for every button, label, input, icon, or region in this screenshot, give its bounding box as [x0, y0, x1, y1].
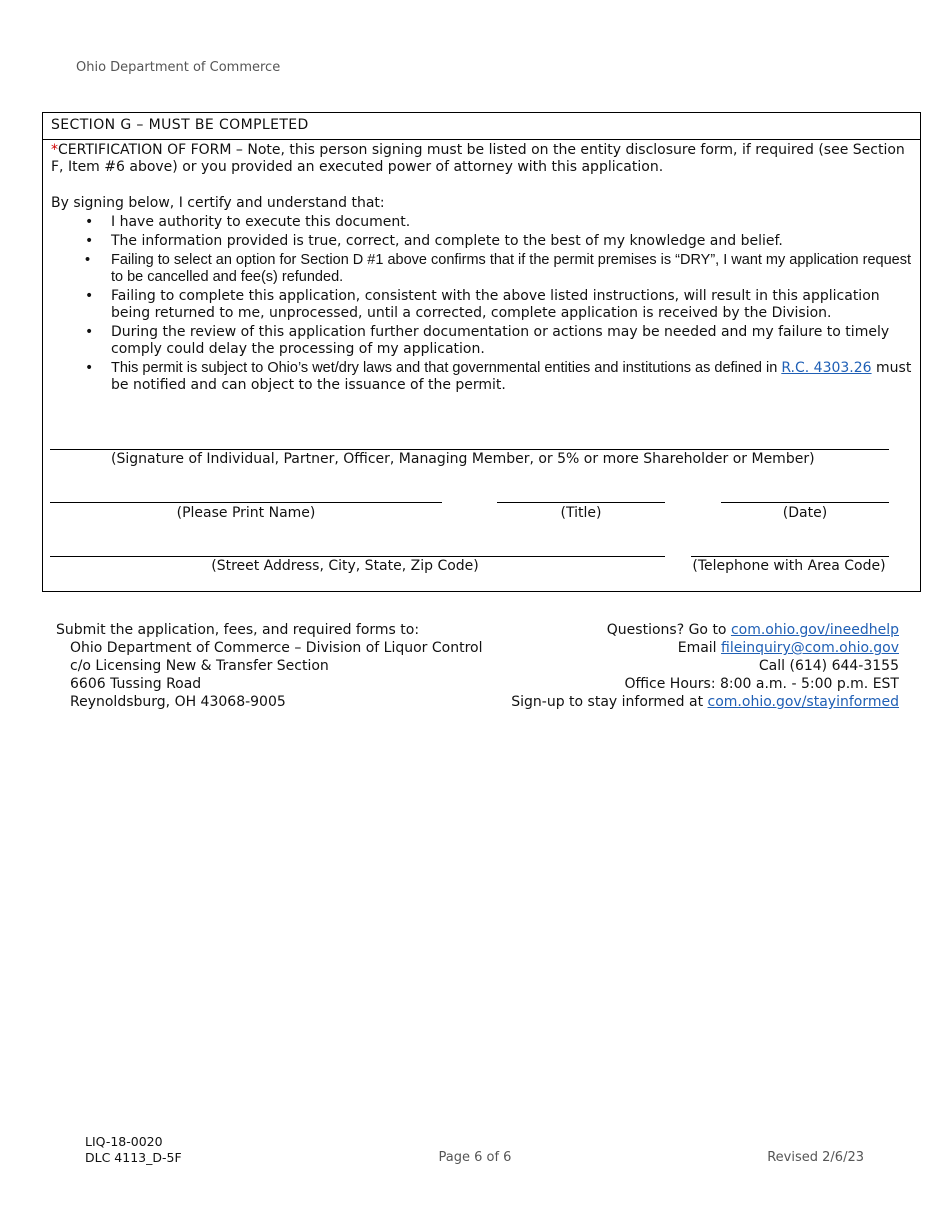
submit-heading: Submit the application, fees, and required forms to: [56, 622, 420, 638]
phone-line: Call (614) 644-3155 [758, 658, 899, 674]
certify-intro: By signing below, I certify and understand that: [51, 195, 385, 211]
certification-text: CERTIFICATION OF FORM – Note, this person signing must be listed on the entity disclosure form, if required (see Section F, Item #6 above) or you provided an executed power of attorney with this application. [51, 142, 905, 175]
certification-note [51, 142, 913, 176]
date-field[interactable] [721, 502, 889, 503]
address-line: Reynoldsburg, OH 43068-9005 [70, 694, 286, 710]
list-item [51, 360, 913, 394]
office-hours: Office Hours: 8:00 a.m. - 5:00 p.m. EST [624, 676, 899, 692]
revised-date: Revised 2/6/23 [767, 1150, 864, 1165]
address-line: c/o Licensing New & Transfer Section [70, 658, 329, 674]
signature-field[interactable] [50, 449, 889, 450]
print-name-field[interactable] [50, 502, 442, 503]
email-link[interactable]: fileinquiry@com.ohio.gov [721, 640, 899, 656]
certification-block [51, 142, 913, 396]
questions-text: Questions? Go to [606, 622, 731, 638]
address-field[interactable] [50, 556, 665, 557]
page-number: Page 6 of 6 [438, 1150, 512, 1165]
email-line [511, 639, 899, 657]
questions-line [511, 621, 899, 639]
phone-field[interactable] [691, 556, 889, 557]
notification-text: must be notified and can object to the issuance of the permit. [111, 360, 912, 393]
title-label: (Title) [560, 505, 602, 521]
print-name-label: (Please Print Name) [176, 505, 316, 521]
section-g-box [42, 112, 921, 592]
dlc-id: DLC 4113_D-5F [85, 1150, 182, 1165]
signup-line [511, 693, 899, 711]
wet-dry-text: This permit is subject to Ohio’s wet/dry laws and that governmental entities and institutions as defined in [111, 360, 782, 376]
rc-4303-26-link[interactable]: R.C. 4303.26 [781, 360, 872, 376]
list-item: • During the review of this application further documentation or actions may be needed and my failure to timely comply could delay the processing of my application. [51, 324, 913, 358]
phone-label: (Telephone with Area Code) [692, 558, 886, 574]
department-header: Ohio Department of Commerce [76, 60, 281, 75]
required-asterisk: * [51, 142, 58, 158]
signup-text: Sign-up to stay informed at [511, 694, 708, 710]
address-line: 6606 Tussing Road [70, 676, 202, 692]
signature-label: (Signature of Individual, Partner, Officer, Managing Member, or 5% or more Shareholder or Member) [111, 451, 815, 467]
address-label: (Street Address, City, State, Zip Code) [211, 558, 479, 574]
date-label: (Date) [782, 505, 828, 521]
submission-address [56, 621, 483, 711]
ineedhelp-link[interactable]: com.ohio.gov/ineedhelp [730, 622, 899, 638]
list-item: • Failing to complete this application, consistent with the above listed instructions, will result in this application being returned to me, unprocessed, until a corrected, complete application is received by the Division. [51, 288, 913, 322]
title-field[interactable] [497, 502, 665, 503]
email-text: Email [677, 640, 722, 656]
list-item: • The information provided is true, correct, and complete to the best of my knowledge and belief. [51, 233, 913, 250]
list-item: • I have authority to execute this document. [51, 214, 913, 231]
stayinformed-link[interactable]: com.ohio.gov/stayinformed [707, 694, 899, 710]
section-title: SECTION G – MUST BE COMPLETED [43, 113, 920, 140]
address-line: Ohio Department of Commerce – Division of Liquor Control [70, 640, 483, 656]
form-id: LIQ-18-0020 [85, 1134, 163, 1149]
list-item: • Failing to select an option for Section D #1 above confirms that if the permit premises is “DRY”, I want my application request to be cancelled and fee(s) refunded. [51, 252, 913, 286]
contact-info [511, 621, 899, 711]
certification-list [51, 214, 913, 394]
